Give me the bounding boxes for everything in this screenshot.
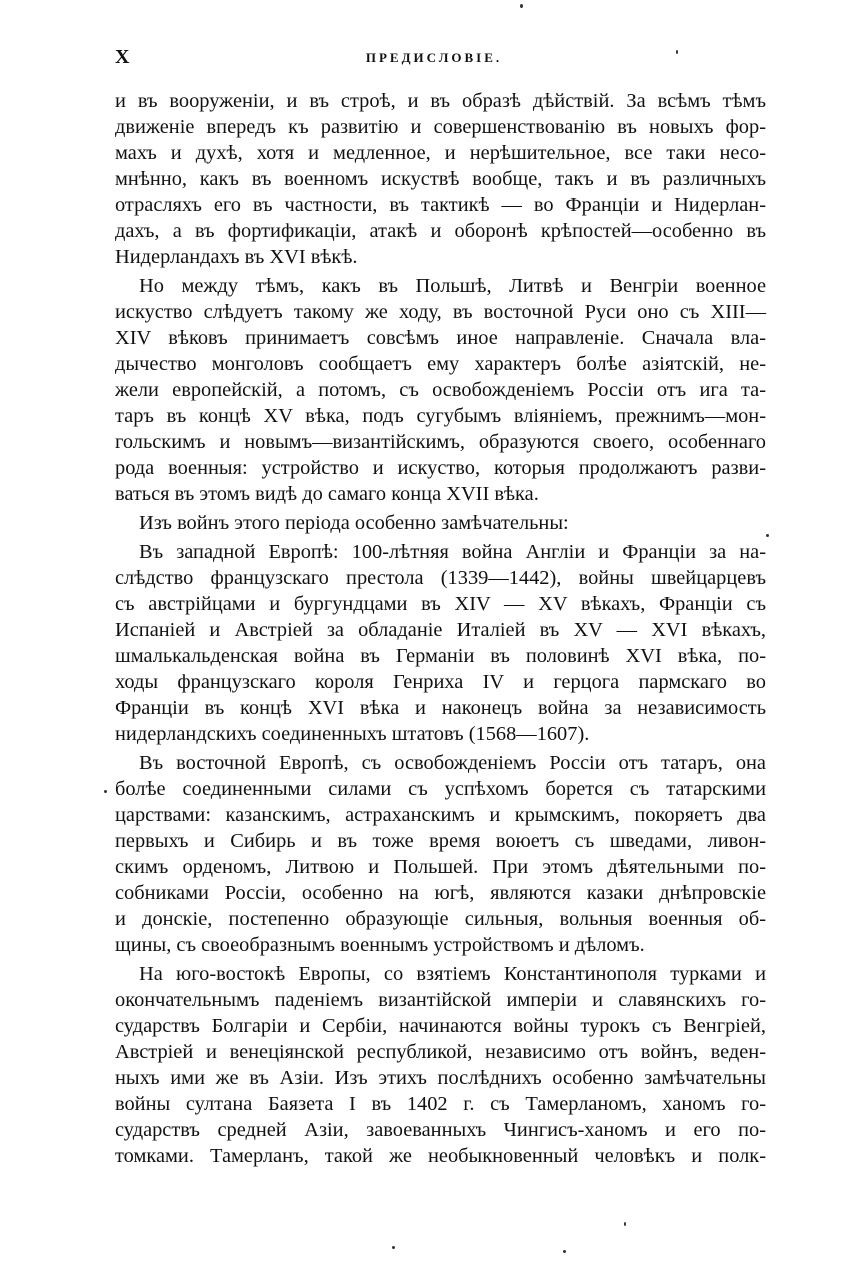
text-line: Въ западной Европѣ: 100-лѣтняя война Англіи и Франціи за на- (139, 541, 766, 563)
text-line: Но между тѣмъ, какъ въ Польшѣ, Литвѣ и Венгріи военное (139, 275, 766, 297)
print-speck (676, 50, 678, 54)
text-line: Австріей и венеціянской республикой, независимо отъ войнъ, веден- (115, 1041, 766, 1063)
text-line: скимъ орденомъ, Литвою и Польшей. При этомъ дѣятельными по- (115, 856, 766, 878)
text-line: мнѣнно, какъ въ военномъ искуствѣ вообще, такъ и въ различныхъ (115, 168, 766, 190)
text-line: нидерландскихъ соединенныхъ штатовъ (1568—1607). (115, 723, 590, 745)
text-line: рода военныя: устройство и искуство, которыя продолжаютъ разви- (115, 457, 766, 479)
body-text (115, 88, 766, 1169)
text-line: ныхъ ими же въ Азіи. Изъ этихъ послѣднихъ особенно замѣчательны (115, 1067, 766, 1089)
print-speck (104, 790, 107, 793)
text-line: Испаніей и Австріей за обладаніе Италіей въ XV — XVI вѣкахъ, (115, 619, 766, 641)
text-line: томками. Тамерланъ, такой же необыкновенный человѣкъ и полк- (115, 1145, 766, 1167)
page-number: X (115, 46, 131, 68)
paragraph (115, 961, 766, 1169)
text-line: Франціи въ концѣ XVI вѣка и наконецъ война за независимость (115, 697, 766, 719)
text-line: болѣе соединенными силами съ успѣхомъ борется съ татарскими (115, 778, 766, 800)
text-line: шмалькальденская война въ Германіи въ половинѣ XVI вѣка, по- (115, 645, 766, 667)
text-line: окончательнымъ паденіемъ византійской имперіи и славянскихъ го- (115, 989, 766, 1011)
text-line: отрасляхъ его въ частности, въ тактикѣ — во Франціи и Нидерлан- (115, 194, 766, 216)
print-speck (392, 1246, 395, 1249)
text-line: ваться въ этомъ видѣ до самаго конца XVII вѣка. (115, 483, 539, 505)
text-line: собниками Россіи, особенно на югѣ, являются казаки днѣпровскіе (115, 882, 766, 904)
text-line: На юго-востокѣ Европы, со взятіемъ Константинополя турками и (139, 963, 766, 985)
paragraph (115, 539, 766, 747)
text-line: и донскіе, постепенно образующіе сильныя, вольныя военныя об- (115, 908, 766, 930)
text-line: слѣдство французскаго престола (1339—1442), войны швейцарцевъ (115, 567, 766, 589)
text-line: войны султана Баязета I въ 1402 г. съ Тамерланомъ, ханомъ го- (115, 1093, 766, 1115)
text-line: щины, съ своеобразнымъ военнымъ устройствомъ и дѣломъ. (115, 934, 645, 956)
text-line: съ австрійцами и бургундцами въ XIV — XV вѣкахъ, Франціи съ (115, 593, 766, 615)
text-line: дычество монголовъ сообщаетъ ему характеръ болѣе азіятскій, не- (115, 353, 766, 375)
text-line: сударствъ средней Азіи, завоеванныхъ Чингисъ-ханомъ и его по- (115, 1119, 766, 1141)
running-head: ПРЕДИСЛОВІЕ. (365, 50, 503, 65)
text-line: движеніе впередъ къ развитію и совершенствованію въ новыхъ фор- (115, 116, 766, 138)
text-line: ходы французскаго короля Генриха IV и герцога пармскаго во (115, 671, 766, 693)
text-line: Изъ войнъ этого періода особенно замѣчательны: (139, 512, 569, 534)
text-line: дахъ, а въ фортификаціи, атакѣ и оборонѣ крѣпостей—особенно въ (115, 220, 766, 242)
print-speck (624, 1222, 626, 1226)
text-line: сударствъ Болгаріи и Сербіи, начинаются войны турокъ съ Венгріей, (115, 1015, 766, 1037)
text-line: искуство слѣдуетъ такому же ходу, въ восточной Руси оно съ XIII— (115, 301, 766, 323)
print-speck (520, 4, 523, 8)
text-line: гольскимъ и новымъ—византійскимъ, образуются своего, особеннаго (115, 431, 766, 453)
paragraph (115, 510, 766, 536)
paragraph (115, 88, 766, 270)
text-line: таръ въ концѣ XV вѣка, подъ сугубымъ вліяніемъ, прежнимъ—мон- (115, 405, 766, 427)
text-line: XIV вѣковъ принимаетъ совсѣмъ иное направленіе. Сначала вла- (115, 327, 766, 349)
text-line: Нидерландахъ въ XVI вѣкѣ. (115, 246, 358, 268)
paragraph (115, 750, 766, 958)
text-line: Въ восточной Европѣ, съ освобожденіемъ Россіи отъ татаръ, она (139, 752, 766, 774)
text-line: и въ вооруженіи, и въ строѣ, и въ образѣ дѣйствій. За всѣмъ тѣмъ (115, 90, 766, 112)
text-line: махъ и духѣ, хотя и медленное, и нерѣшительное, все таки несо- (115, 142, 766, 164)
text-line: жели европейскій, а потомъ, съ освобожденіемъ Россіи отъ ига та- (115, 379, 766, 401)
text-line: первыхъ и Сибирь и въ тоже время воюетъ съ шведами, ливон- (115, 830, 766, 852)
print-speck (563, 1250, 566, 1253)
page-header (0, 40, 868, 80)
text-line: царствами: казанскимъ, астраханскимъ и крымскимъ, покоряетъ два (115, 804, 766, 826)
print-speck (766, 534, 769, 537)
paragraph (115, 273, 766, 507)
